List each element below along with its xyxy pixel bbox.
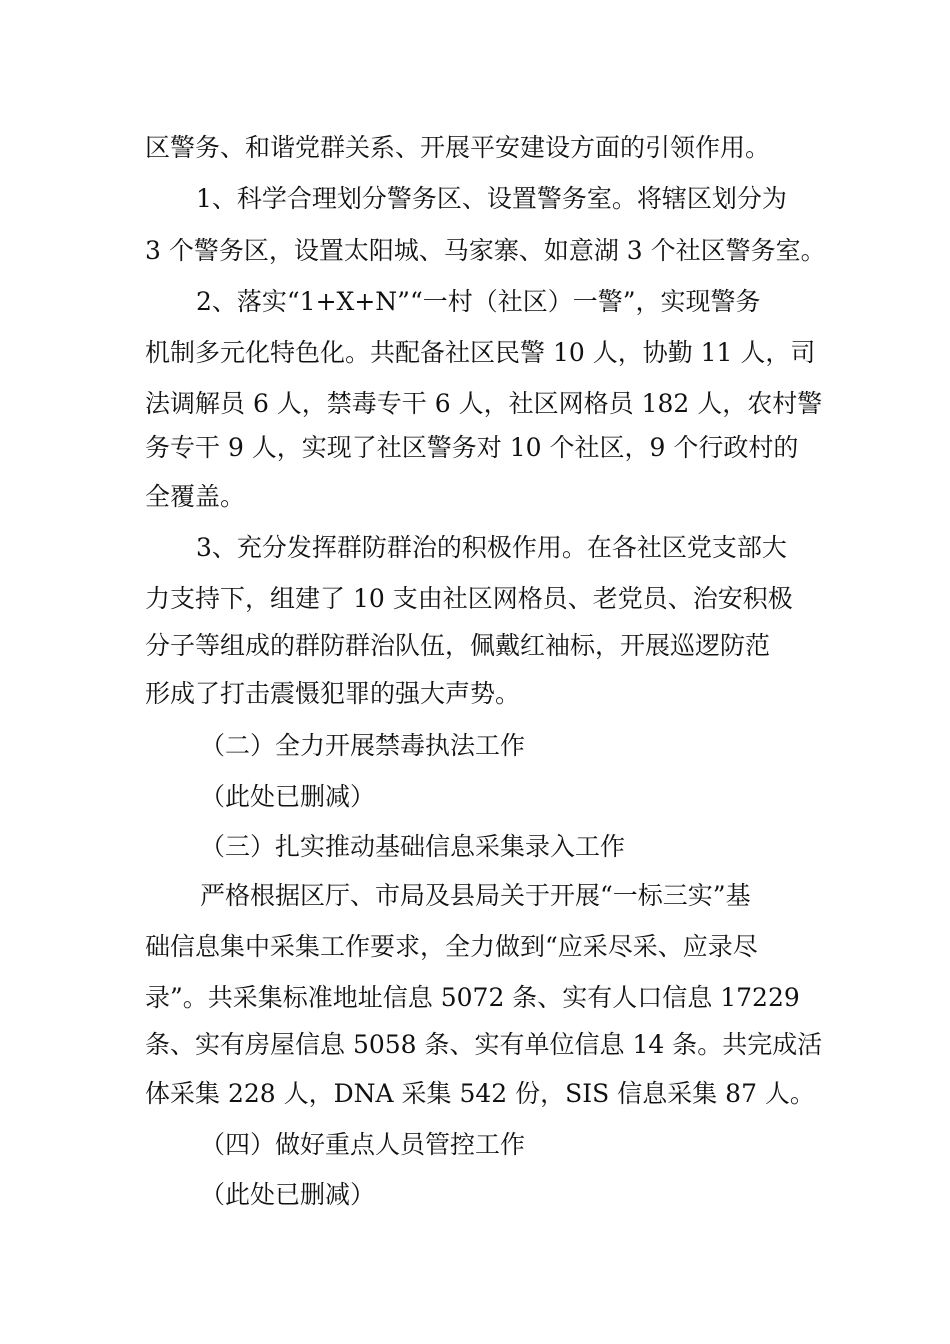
item3-line1: 3、充分发挥群防群治的积极作用。在各社区党支部大 [196,533,787,562]
intro-tail-text: 区警务、和谐党群关系、开展平安建设方面的引领作用。 [145,133,771,162]
section3-line1: 严格根据区厅、市局及县局关于开展“一标三实”基 [200,881,751,910]
section4-note: （此处已删减） [200,1180,376,1209]
item3-line4: 形成了打击震慑犯罪的强大声势。 [145,679,521,708]
section3-line5: 体采集 228 人，DNA 采集 542 份，SIS 信息采集 87 人。 [145,1079,815,1108]
section4-heading: （四）做好重点人员管控工作 [200,1130,526,1159]
item2-line2: 机制多元化特色化。共配备社区民警 10 人，协勤 11 人，司 [145,338,816,367]
section2-note: （此处已删减） [200,782,376,811]
item2-line1: 2、落实“1+X+N”“一村（社区）一警”，实现警务 [196,287,761,316]
section3-line4: 条、实有房屋信息 5058 条、实有单位信息 14 条。共完成活 [145,1030,823,1059]
item1-line1: 1、科学合理划分警务区、设置警务室。将辖区划分为 [196,184,787,213]
item2-line5: 全覆盖。 [145,482,246,511]
section3-line3: 录”。共采集标准地址信息 5072 条、实有人口信息 17229 [145,983,800,1012]
section2-heading: （二）全力开展禁毒执法工作 [200,731,526,760]
item2-line3: 法调解员 6 人，禁毒专干 6 人，社区网格员 182 人，农村警 [145,389,823,418]
section3-line2: 础信息集中采集工作要求，全力做到“应采尽采、应录尽 [145,932,758,961]
item1-line2: 3 个警务区，设置太阳城、马家寨、如意湖 3 个社区警务室。 [145,236,826,265]
section3-heading: （三）扎实推动基础信息采集录入工作 [200,832,626,861]
item2-line4: 务专干 9 人，实现了社区警务对 10 个社区，9 个行政村的 [145,433,799,462]
item3-line3: 分子等组成的群防群治队伍，佩戴红袖标，开展巡逻防范 [145,631,771,660]
item3-line2: 力支持下，组建了 10 支由社区网格员、老党员、治安积极 [145,584,793,613]
